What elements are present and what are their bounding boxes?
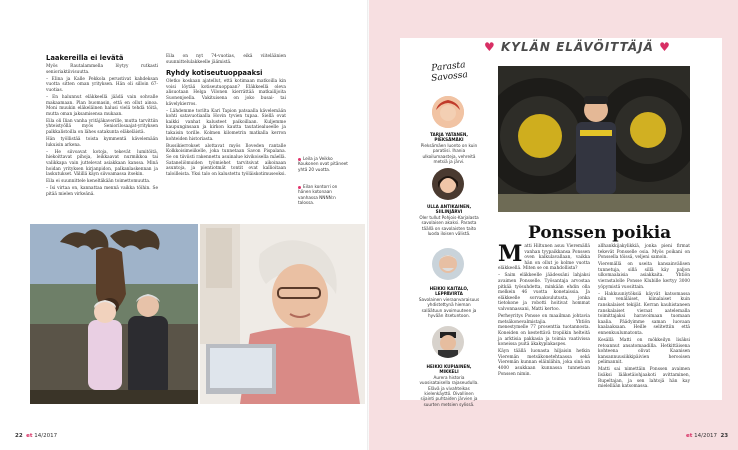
- paragraph: Kesällä Matti on mökkeilyn lisäksi retoannut ansatomaadilla. Hetkittäisena kohteena olivat Kaanisen kansannuusiikkipäivien herooisen pelimannit.: [598, 338, 690, 366]
- section-title: [484, 40, 671, 54]
- paragraph: – Elina ja Kalle Pekkola perustivat kahdeksan vuotta sitten oman yrityksen. Hän oli silloin 67-vuotias.: [46, 76, 158, 93]
- tip-heikki-kupiainen: [418, 364, 480, 407]
- portrait-ulla: [432, 168, 464, 200]
- section-title-heart: ♥: [659, 40, 671, 54]
- caption-moose-photo: [298, 156, 350, 172]
- portrait-heikki-kaitalo-illustration: [432, 248, 464, 280]
- paragraph: Hän työllistää toista kymmentä kävelemään lukuisin arkena.: [46, 137, 158, 148]
- paragraph: – Saim eläkkeelle jäädessäni lahjaksi avaimen Ponsselle. Työsantaja arvostaa pitkää työsuhdetta, minkään ehdin olla melkein 46 vuotta konetaissia. Ja eläkkeelle sorvaakoulutusta, jonka tietokone ja robotti hoitivat hommat valvonnassani, Matti kertoo.: [498, 273, 590, 313]
- caption-woman-photo: [298, 184, 350, 206]
- caption-text: Eilan kontorri on hänen kotonaan vanhassa NNNN:n talossa.: [298, 184, 338, 206]
- caption-bullet: [298, 158, 301, 161]
- tip-name: HEIKKI KAITALO, LEPPÄVIRTA: [429, 286, 469, 297]
- tip-text: Pieksämäen luonto on kuin paratiisi. Ihania ulkoilumaasteja, vehreitä metsiä ja järvi.: [420, 142, 478, 165]
- section-title-text: KYLÄN ELÄVÖITTÄJÄ: [500, 40, 654, 54]
- portrait-tarja-illustration: [432, 96, 464, 128]
- paragraph: Eila oli Ilian vanha yritäjäkaverille, mutta tarvittiin yhteistyöllä myös Seniorilosaajat-yrityksen palkkalistoilla on lähes satakunta eläkeläistä.: [46, 118, 158, 136]
- portrait-heikki-kupiainen-illustration: [432, 326, 464, 358]
- tip-name: ULLA ANTIKAINEN, SIILINJÄRVI: [426, 204, 472, 215]
- tip-heikki-kaitalo: [418, 286, 480, 318]
- photo-couple-with-moose: [30, 224, 198, 404]
- paragraph: Eila ei suunnittele keneltäkään toimettomuutta.: [46, 179, 151, 185]
- paragraph: Vieremällä on useita kansainvälisen tunnetuja, sillä sillä käy paljon ulkomaalaisia asiakkaita. Yhtiön vierastalolle Ponsse Klubille kertyy 3000 yöpymistä vuosittain.: [598, 262, 690, 290]
- issue-label: 14/2017: [34, 433, 58, 439]
- photo-woman-at-computer: [200, 224, 365, 404]
- paragraph: – En halunnut eläkkeellä jäädä vain sohvalle makaamaan. Plan buomasin, että en ollut ainoa. Moni muukin eläkeläinen halusi vielä tehdä töitä, mutta oman jaksamisensa mukaan.: [46, 94, 158, 117]
- caption-bullet: [298, 186, 301, 189]
- paragraph: allhankkijakylikkiä, jonka pieni firmat tekevät Ponsselle osia. Myös poikani on Ponssella töissä, veljeni samoin.: [598, 244, 690, 261]
- stamp-line-2: Savossa: [430, 70, 469, 84]
- portrait-heikki-kaitalo: [432, 248, 464, 280]
- stamp-line-1: Parasta: [430, 60, 467, 74]
- paragraph: – He siivoavat kotoja, tekevät lumitöitä, hiekoittavat pihoja, leikkaavat nurmikkoa tai valikkapa vain juttelevat asiakkaan kanssa. Minä hoidan yrityksen kirjanpidon, palkanlaskennan ja laskutukset. Välillä käyn siivoamassa itsekin.: [46, 149, 158, 178]
- right-column-2: [598, 244, 690, 391]
- tip-text: Oler tullut Pohjois-Karjalasta savolaisen akaksi. Parasta täällä on savolaisten taito luoda iloisen välistä.: [419, 214, 479, 237]
- page-footer-right: [686, 433, 728, 439]
- parasta-savossa-stamp: [425, 62, 473, 96]
- paragraph: – Hakkuuniytöksiä käyvät katsomassa niin venäläiset, kiinalaiset kuin ranskalaiset tekijät. Kerran kauhistaneen ranskalaiset vieraat aatelemalla toimittajaksi haravoimaan tuomaan kaalia. Päädyimme saman luovaan kaalaaksaan. Heille selitettiin että ennenkuulumatonta.: [598, 291, 690, 336]
- dropcap: M: [498, 241, 523, 267]
- magazine-logo: et: [686, 433, 693, 439]
- issue-label: 14/2017: [694, 433, 717, 439]
- paragraph: – Isi virtaa on, kannattaa mennä vaikka töihin. Se pitää mielen virkeänä.: [46, 186, 158, 197]
- tip-text: Aurera historia vuosisataisella rajaseudulla. Elävä ja vivahteikas kielenkäyttö. Oivallinen sijainti puhtaiden järvien ja suurten metsien sylissä.: [419, 374, 479, 407]
- paragraph: Perheyritys Ponsse on maailman johtavia metsäkonevalmistajia. Yhtiön menestymelle 77 prosenttia tuotannosta. Koneiden on kestettävä tropiikin helteitä ja arktisia pakkasia ja toimia vaativissa koneissa puitä äkakyplakaspes.: [498, 314, 590, 348]
- tip-name: HEIKKI KUPIAINEN, MIKKELI: [426, 364, 472, 375]
- section-title-heart: ♥: [484, 40, 496, 54]
- paragraph: Oletko koskaan ajatellut, että kotimaan matkoilla kin voisi löytää kotiseutuoppaan? Eläkkeellä oleva alisuotaan Helga Vilonen kierrättää matkailijoita Suonenjoella. Vakituisena on joko busai- tai kävelykierros.: [166, 79, 286, 107]
- tip-ulla: [418, 204, 480, 236]
- portrait-heikki-kupiainen: [432, 326, 464, 358]
- portrait-tarja: [432, 96, 464, 128]
- left-column-2: [166, 54, 286, 179]
- right-column-1: [498, 241, 590, 379]
- forestry-machine-illustration: [498, 66, 690, 212]
- paragraph: Myös Rautalammella löytyy rutkasti senioriaktiivisuutta.: [46, 64, 158, 75]
- tip-tarja: [418, 132, 480, 164]
- page-number: 23: [720, 433, 729, 439]
- left-column-1: [46, 54, 158, 199]
- caption-text: Leila ja Veikko Koukonen ovat pitäneet yhtä 20 vuotta.: [298, 156, 348, 172]
- paragraph: – Lähdemme torilta Kari Tapion patsaalla kävelemään kohti satavuotiaalla Hovin tyvien tupaa. Siellä ovat kaikki vanhat kalusteet paikoillaan. Kuljemme kaupunginsaan ja kirkon kautta tautatiealueelle ja takaisin torille. Kolmen kilometrin matkalla kerron kohteiden historiasta.: [166, 108, 286, 142]
- magazine-logo: et: [26, 433, 33, 439]
- paragraph: Käyn täällä luonasta hiljaisin hetkin Vieremän metsäkonetehtaassa sekä Vieremän kunnan eläinlähin, joka sinä on 4000 asukkaan kunnassa tunnetaan Ponssen nimin.: [498, 349, 590, 377]
- section-heading-ryhdy: Ryhdy kotiseutuoppaaksi: [166, 69, 263, 78]
- paragraph: Bussikierrokset alottavat myös Iloveden rantalle Kolkkoisimeiikelle, joka tunnetaan Savon Pispalana. Se on tiiviisti rakennettu asuinalue kivikoisella mäellä. Sataneliömuiden työmiehet tarvitsivat aikoinaan asuntoja, ja pientiotmät tontit ovat kallioitaan taloilleista. Yksi talo on kalustettu työläiskotimuseoksi.: [166, 143, 286, 177]
- tip-name: TARJA YATANEN, PIEKSÄMÄKI: [429, 132, 469, 143]
- couple-moose-illustration: [30, 224, 198, 404]
- page-number: 22: [15, 433, 23, 439]
- article-headline: Ponssen poikia: [528, 223, 672, 243]
- portrait-ulla-illustration: [432, 168, 464, 200]
- woman-computer-illustration: [200, 224, 365, 404]
- paragraph-with-dropcap: [498, 241, 590, 272]
- paragraph-text: atti Hiltunen asuu Vieremällä vanhan tyypaikkansa Ponssen oven kalkulavallaan, vaikka hän on ollut jo kolme vuotta eläkkeellä. Miten se on mahdollista?: [498, 244, 590, 272]
- photo-man-with-forestry-machine: [498, 66, 690, 212]
- section-heading-laakereilla: Laakereilla ei levätä: [46, 54, 124, 62]
- tip-text: Savolainen vieraanvaraisuus yhdistettynä hieman saläätuun avoimuuteen ja hyvään itsetuntoon.: [418, 296, 480, 319]
- page-footer-left: [15, 433, 57, 439]
- paragraph: Matti sai nimettäin Ponssen avaimen lisäksi lääketäiohjaakoti avittaminen, Rupeltajan, ja sen lahtojä hän kay mielellään katsomassa.: [598, 367, 690, 390]
- paragraph: Eila on nyt 74-vuotias, eikä viiteläänien suunnittelulakkeelle jäämistä.: [166, 54, 286, 65]
